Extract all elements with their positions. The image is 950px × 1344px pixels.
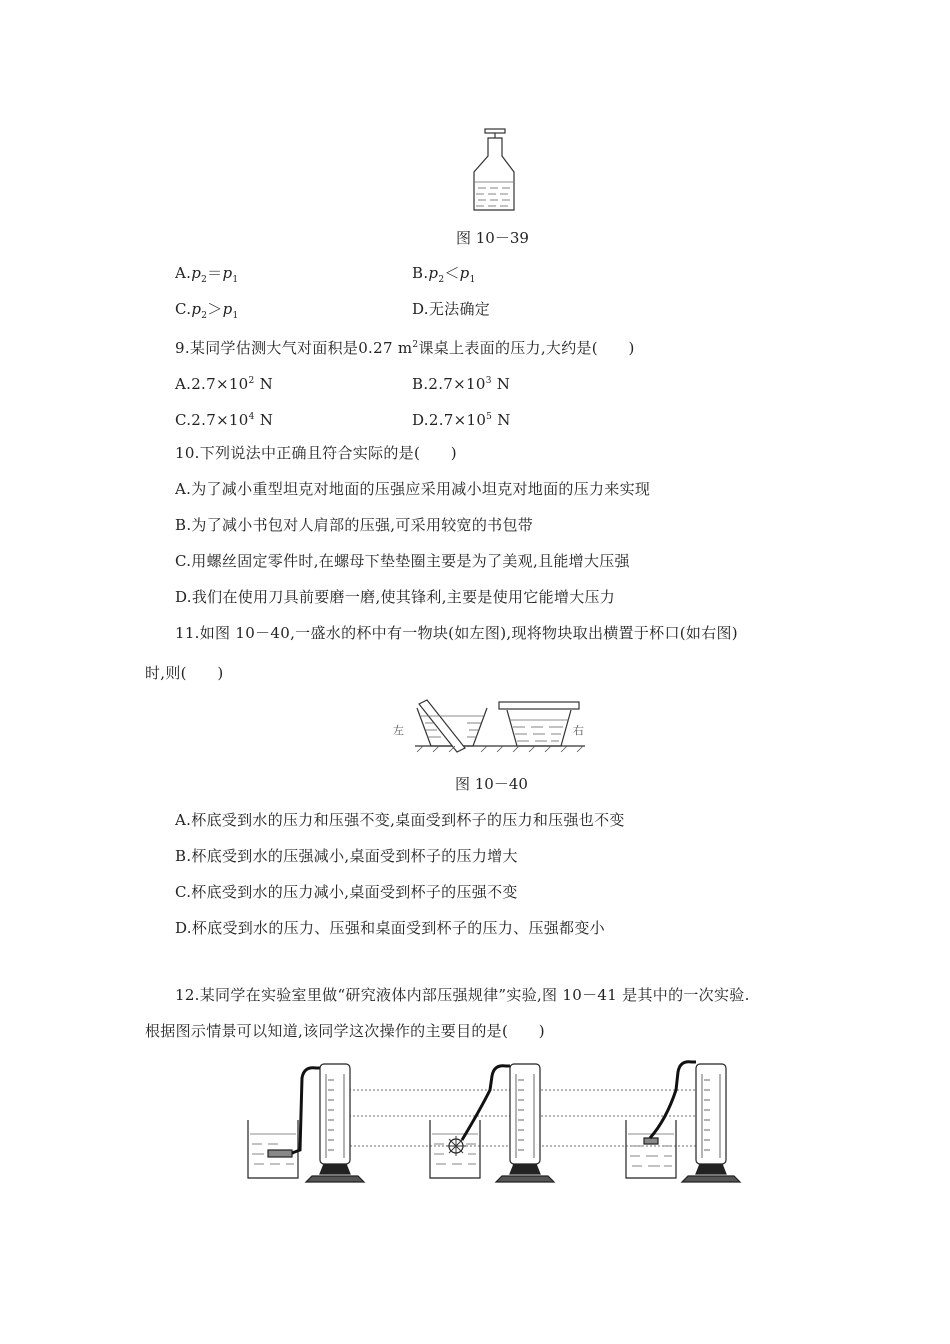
left-cup-label: 左 bbox=[393, 724, 404, 737]
q10-stem: 10.下列说法中正确且符合实际的是( ) bbox=[175, 444, 457, 462]
q10-option-c: C.用螺丝固定零件时,在螺母下垫垫圈主要是为了美观,且能增大压强 bbox=[175, 552, 630, 570]
q9-stem: 9.某同学估测大气对面积是0.27 $m^2$课桌上表面的压力,大约是( ) bbox=[175, 339, 635, 357]
q11-stem-line1: 11.如图 10－40,一盛水的杯中有一物块(如左图),现将物块取出横置于杯口(如右图) bbox=[175, 624, 738, 642]
q10-option-d: D.我们在使用刀具前要磨一磨,使其锋利,主要是使用它能增大压力 bbox=[175, 588, 616, 606]
figure-caption-10-40: 图 10－40 bbox=[455, 775, 528, 793]
q8-option-a: $A.p_2=p_1$ bbox=[175, 264, 239, 285]
q8-option-d: D.无法确定 bbox=[412, 300, 491, 318]
q9-option-b: $B.2.7\times 10^3$ N bbox=[412, 375, 511, 393]
q11-stem-line2: 时,则( ) bbox=[145, 664, 224, 682]
bottle-figure bbox=[470, 126, 520, 216]
cups-figure bbox=[385, 690, 600, 760]
setup-2 bbox=[430, 1064, 554, 1182]
q11-option-d: D.杯底受到水的压力、压强和桌面受到杯子的压力、压强都变小 bbox=[175, 919, 605, 937]
q9-option-d: $D.2.7\times 10^5$ N bbox=[412, 411, 511, 429]
right-cup-label: 右 bbox=[573, 724, 584, 737]
q12-stem-line1: 12.某同学在实验室里做“研究液体内部压强规律”实验,图 10－41 是其中的一次实验. bbox=[175, 986, 750, 1004]
q9-option-c: $C.2.7\times 10^4$ N bbox=[175, 411, 274, 429]
q10-option-b: B.为了减小书包对人肩部的压强,可采用较宽的书包带 bbox=[175, 516, 534, 534]
pressure-experiment-figure bbox=[240, 1050, 760, 1190]
q9-option-a: $A.2.7\times 10^2$ N bbox=[175, 375, 274, 393]
q10-option-a: A.为了减小重型坦克对地面的压强应采用减小坦克对地面的压力来实现 bbox=[175, 480, 651, 498]
q8-option-b: $B.p_2<p_1$ bbox=[412, 264, 476, 285]
figure-caption-10-39: 图 10－39 bbox=[456, 229, 529, 247]
q12-stem-line2: 根据图示情景可以知道,该同学这次操作的主要目的是( ) bbox=[145, 1022, 545, 1040]
q11-option-b: B.杯底受到水的压强减小,桌面受到杯子的压力增大 bbox=[175, 847, 518, 865]
q11-option-a: A.杯底受到水的压力和压强不变,桌面受到杯子的压力和压强也不变 bbox=[175, 811, 625, 829]
setup-1 bbox=[248, 1064, 364, 1182]
setup-3 bbox=[626, 1062, 740, 1182]
q8-option-c: $C.p_2>p_1$ bbox=[175, 300, 239, 321]
q11-option-c: C.杯底受到水的压力减小,桌面受到杯子的压强不变 bbox=[175, 883, 518, 901]
